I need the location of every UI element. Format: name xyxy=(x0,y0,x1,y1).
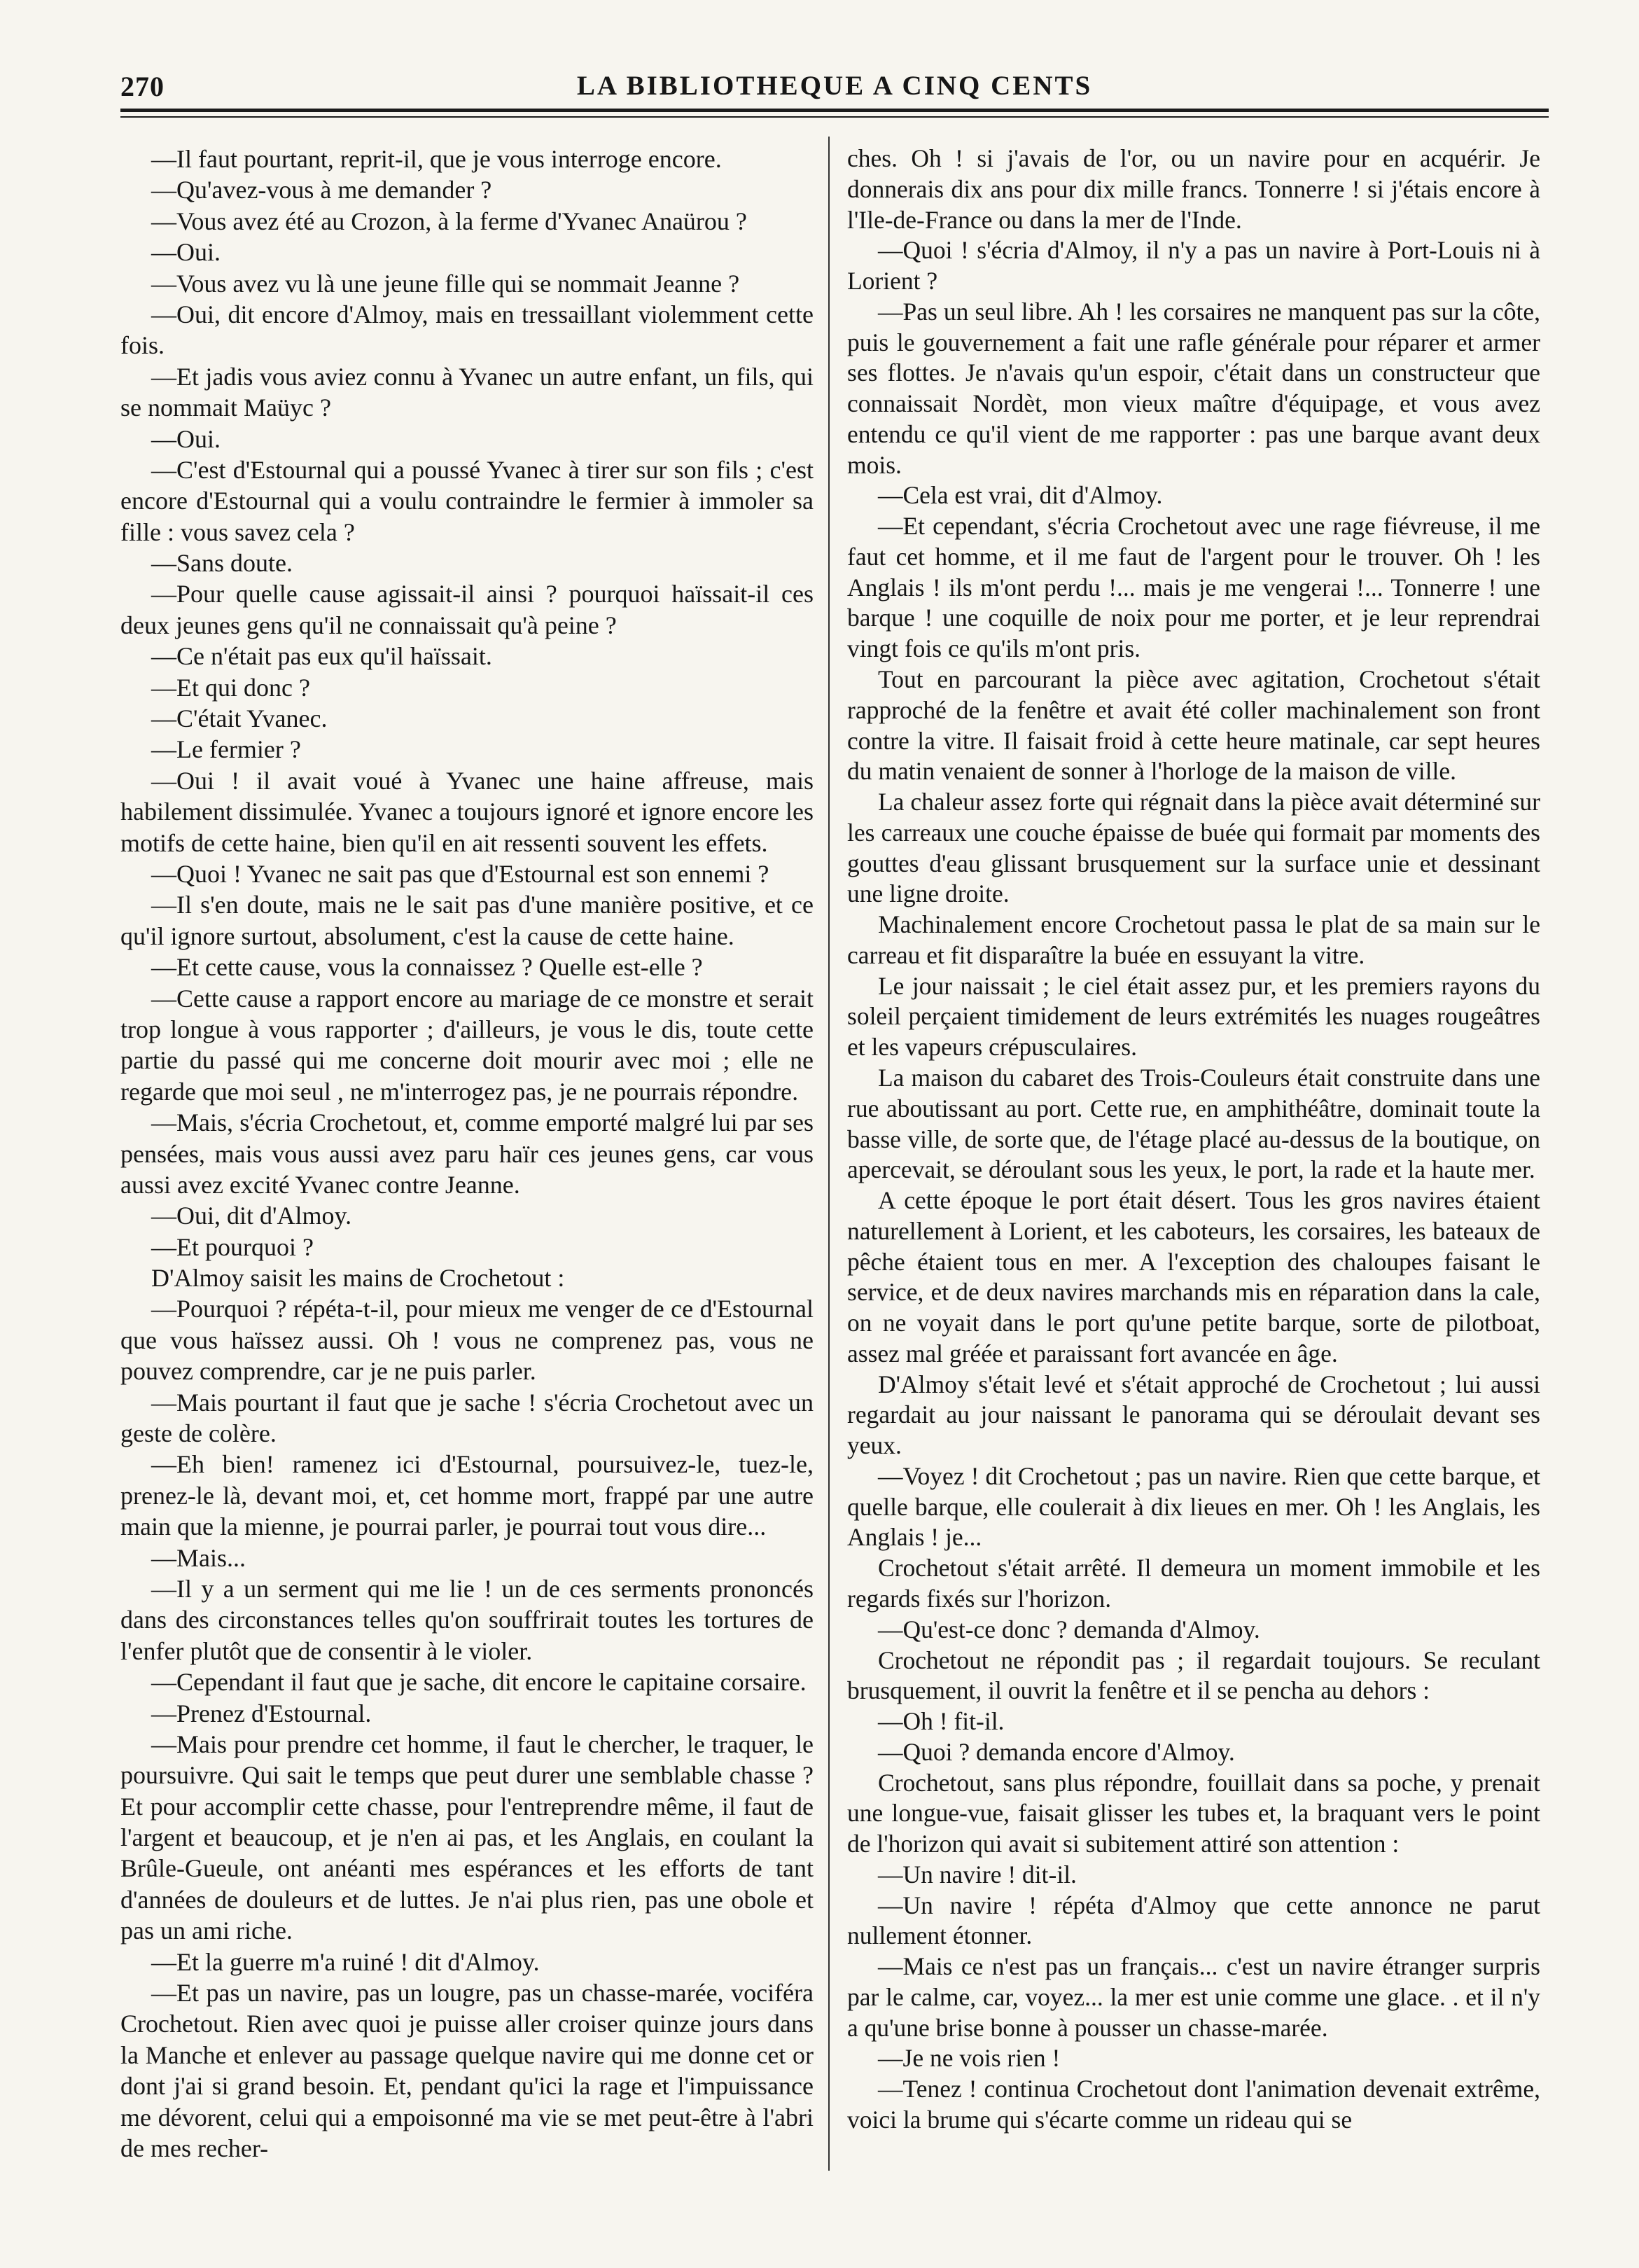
paragraph: —Oui. xyxy=(151,424,221,453)
paragraph: —Qu'avez-vous à me demander ? xyxy=(151,176,492,204)
paragraph: —Quoi ! s'écria d'Almoy, il n'y a pas un navire à Port-Louis ni à Lorient ? xyxy=(847,236,1540,295)
paragraph: —Je ne vois rien ! xyxy=(878,2044,1061,2073)
paragraph: Tout en parcourant la pièce avec agitation, Crochetout s'était rapproché de la fenêtre et avait été coller machinalement son front contre la vitre. Il faisait froid à cette heure matinale, car sept heures du matin venaient de sonner à l'horloge de la maison de ville. xyxy=(847,665,1540,786)
paragraph: Le jour naissait ; le ciel était assez pur, et les premiers rayons du soleil perçaient timidement de leurs extrémités les nuages rougeâtres et les vapeurs crépusculaires. xyxy=(847,971,1540,1062)
paragraph: —Et la guerre m'a ruiné ! dit d'Almoy. xyxy=(151,1947,540,1976)
column-divider xyxy=(828,137,830,2171)
paragraph: —Oh ! fit-il. xyxy=(878,1707,1005,1736)
paragraph: D'Almoy s'était levé et s'était approché de Crochetout ; lui aussi regardait au jour naissant le panorama qui se déroulait devant ses yeux. xyxy=(847,1370,1540,1460)
paragraph: —Pas un seul libre. Ah ! les corsaires ne manquent pas sur la côte, puis le gouvernement a fait une rafle générale pour réparer et armer ses flottes. Je n'avais qu'un espoir, c'était dans un constructeur que connaissait Nordèt, mon vieux maître d'équipage, et vous avez entendu ce qu'il vient de me rapporter : pas une barque avant deux mois. xyxy=(847,297,1540,479)
header-rule-thin xyxy=(120,116,1549,118)
paragraph: —Un navire ! dit-il. xyxy=(878,1860,1077,1888)
paragraph: —Oui ! il avait voué à Yvanec une haine affreuse, mais habilement dissimulée. Yvanec a toujours ignoré et ignore encore les motifs de cette haine, bien qu'il en ait ressenti souvent les effets. xyxy=(120,766,814,857)
paragraph: La maison du cabaret des Trois-Couleurs était construite dans une rue aboutissant au port. Cette rue, en amphithéâtre, dominait toute la basse ville, de sorte que, de l'étage placé au-dessus de la boutique, on apercevait, se déroulant sous les yeux, le port, la rade et la haute mer. xyxy=(847,1063,1540,1184)
paragraph: —Et pas un navire, pas un lougre, pas un chasse-marée, vociféra Crochetout. Rien avec quoi je puisse aller croiser quinze jours dans la Manche et enlever au passage quelque navire qui me donne cet or dont j'ai si grand besoin. Et, pendant qu'ici la rage et l'impuissance me dévorent, celui qui a empoisonné ma vie se met peut-être à l'abri de mes recher- xyxy=(120,1979,814,2162)
paragraph: —Et cependant, s'écria Crochetout avec une rage fiévreuse, il me faut cet homme, et il me faut de l'argent pour le trouver. Oh ! les Anglais ! ils m'ont perdu !... mais je me vengerai !... Tonnerre ! une barque ! une coquille de noix pour me porter, et je leur reprendrai vingt fois ce qu'ils m'ont pris. xyxy=(847,512,1540,663)
paragraph: —Oui, dit d'Almoy. xyxy=(151,1202,352,1230)
paragraph: Crochetout, sans plus répondre, fouillait dans sa poche, y prenait une longue-vue, faisait glisser les tubes et, la braquant vers le point de l'horizon qui avait si subitement attiré son attention : xyxy=(847,1768,1540,1858)
paragraph: A cette époque le port était désert. Tous les gros navires étaient naturellement à Lorient, et les caboteurs, les corsaires, les bateaux de pêche étaient tous en mer. A l'exception des chaloupes faisant le service, et de deux navires marchands mis en réparation dans la cale, on ne voyait dans le port qu'une petite barque, sorte de pilotboat, assez mal gréée et paraissant fort avancée en âge. xyxy=(847,1186,1540,1368)
paragraph: —Oui. xyxy=(151,238,221,267)
paragraph: —Qu'est-ce donc ? demanda d'Almoy. xyxy=(878,1615,1260,1643)
paragraph: —Vous avez vu là une jeune fille qui se nommait Jeanne ? xyxy=(151,269,740,298)
paragraph: D'Almoy saisit les mains de Crochetout : xyxy=(151,1264,565,1293)
paragraph: —Cette cause a rapport encore au mariage de ce monstre et serait trop longue à vous rapporter ; d'ailleurs, je vous le dis, toute cette partie du passé qui me concerne doit mourir avec moi ; elle ne regarde que moi seul , ne m'interrogez pas, je ne pourrais répondre. xyxy=(120,984,814,1106)
paragraph: —Pour quelle cause agissait-il ainsi ? pourquoi haïssait-il ces deux jeunes gens qu'il ne connaissait qu'à peine ? xyxy=(120,580,814,639)
page-number: 270 xyxy=(120,71,165,102)
paragraph: —Et jadis vous aviez connu à Yvanec un autre enfant, un fils, qui se nommait Maüyc ? xyxy=(120,362,814,422)
right-column xyxy=(847,144,1540,2174)
running-title: LA BIBLIOTHEQUE A CINQ CENTS xyxy=(576,71,1093,101)
paragraph: —Tenez ! continua Crochetout dont l'animation devenait extrême, voici la brume qui s'écarte comme un rideau qui se xyxy=(847,2075,1540,2134)
paragraph: —Ce n'était pas eux qu'il haïssait. xyxy=(151,642,492,671)
page-header xyxy=(120,70,1549,105)
paragraph: —Mais pourtant il faut que je sache ! s'écria Crochetout avec un geste de colère. xyxy=(120,1388,814,1448)
paragraph: —Mais ce n'est pas un français... c'est un navire étranger surpris par le calme, car, voyez... la mer est unie comme une glace. . et il n'y a qu'une brise bonne à pousser un chasse-marée. xyxy=(847,1952,1540,2042)
paragraph: Crochetout s'était arrêté. Il demeura un moment immobile et les regards fixés sur l'horizon. xyxy=(847,1554,1540,1613)
paragraph: —Quoi ! Yvanec ne sait pas que d'Estournal est son ennemi ? xyxy=(151,859,769,888)
header-rule-thick xyxy=(120,109,1549,112)
paragraph: —Et pourquoi ? xyxy=(151,1232,314,1261)
paragraph: —Un navire ! répéta d'Almoy que cette annonce ne parut nullement étonner. xyxy=(847,1891,1540,1950)
paragraph: —Prenez d'Estournal. xyxy=(151,1699,372,1727)
paragraph: —Mais pour prendre cet homme, il faut le chercher, le traquer, le poursuivre. Qui sait le temps que peut durer une semblable chasse ? Et pour accomplir cette chasse, pour l'entreprendre même, il faut de l'argent et beaucoup, et je n'en ai pas, et les Anglais, en coulant la Brûle-Gueule, ont anéanti mes espérances et les efforts de tant d'années de douleurs et de luttes. Je n'ai plus rien, pas une obole et pas un ami riche. xyxy=(120,1730,814,1945)
paragraph: —Le fermier ? xyxy=(151,735,301,764)
left-column xyxy=(120,144,814,2174)
paragraph: —Et qui donc ? xyxy=(151,673,310,702)
paragraph: —Mais... xyxy=(151,1543,246,1572)
paragraph: —Vous avez été au Crozon, à la ferme d'Yvanec Anaürou ? xyxy=(151,207,747,235)
paragraph: —C'était Yvanec. xyxy=(151,704,328,733)
paragraph: —Et cette cause, vous la connaissez ? Quelle est-elle ? xyxy=(151,953,703,982)
paragraph: Crochetout ne répondit pas ; il regardait toujours. Se reculant brusquement, il ouvrit la fenêtre et il se pencha au dehors : xyxy=(847,1646,1540,1705)
paragraph: —Il faut pourtant, reprit-il, que je vous interroge encore. xyxy=(151,145,722,173)
paragraph: ches. Oh ! si j'avais de l'or, ou un navire pour en acquérir. Je donnerais dix ans pour dix mille francs. Tonnerre ! si j'étais encore à l'Ile-de-France ou dans la mer de l'Inde. xyxy=(847,144,1540,234)
paragraph: —C'est d'Estournal qui a poussé Yvanec à tirer sur son fils ; c'est encore d'Estournal qui a voulu contraindre le fermier à immoler sa fille : vous savez cela ? xyxy=(120,455,814,546)
paragraph: Machinalement encore Crochetout passa le plat de sa main sur le carreau et fit disparaître la buée en essuyant la vitre. xyxy=(847,910,1540,969)
paragraph: —Oui, dit encore d'Almoy, mais en tressaillant violemment cette fois. xyxy=(120,300,814,360)
paragraph: —Eh bien! ramenez ici d'Estournal, poursuivez-le, tuez-le, prenez-le là, devant moi, et, cet homme mort, frappé par une autre main que la mienne, je pourrai parler, je pourrai tout vous dire... xyxy=(120,1450,814,1541)
paragraph: —Cela est vrai, dit d'Almoy. xyxy=(878,481,1163,510)
paragraph: —Sans doute. xyxy=(151,549,293,578)
paragraph: —Mais, s'écria Crochetout, et, comme emporté malgré lui par ses pensées, mais vous aussi avez paru haïr ces jeunes gens, car vous aussi avez excité Yvanec contre Jeanne. xyxy=(120,1108,814,1199)
paragraph: —Quoi ? demanda encore d'Almoy. xyxy=(878,1737,1235,1766)
paragraph: —Voyez ! dit Crochetout ; pas un navire. Rien que cette barque, et quelle barque, elle coulerait à dix lieues en mer. Oh ! les Anglais, les Anglais ! je... xyxy=(847,1461,1540,1552)
paragraph: La chaleur assez forte qui régnait dans la pièce avait déterminé sur les carreaux une couche épaisse de buée qui formait par moments des gouttes d'eau glissant brusquement sur la surface unie et dessinant une ligne droite. xyxy=(847,788,1540,908)
paragraph: —Il s'en doute, mais ne le sait pas d'une manière positive, et ce qu'il ignore surtout, absolument, c'est la cause de cette haine. xyxy=(120,891,814,950)
paragraph: —Pourquoi ? répéta-t-il, pour mieux me venger de ce d'Estournal que vous haïssez aussi. Oh ! vous ne comprenez pas, vous ne pouvez comprendre, car je ne puis parler. xyxy=(120,1295,814,1386)
paragraph: —Il y a un serment qui me lie ! un de ces serments prononcés dans des circonstances telles qu'on souffrirait toutes les tortures de l'enfer plutôt que de consentir à le violer. xyxy=(120,1574,814,1665)
paragraph: —Cependant il faut que je sache, dit encore le capitaine corsaire. xyxy=(151,1668,807,1697)
